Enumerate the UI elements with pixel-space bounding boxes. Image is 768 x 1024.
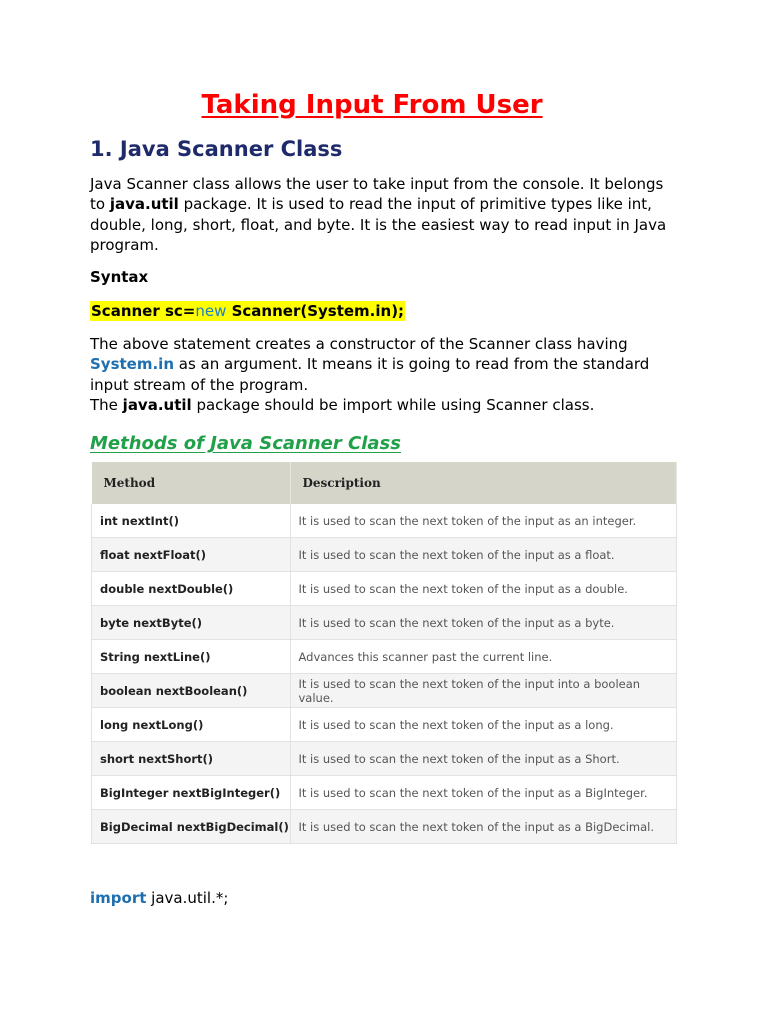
method-cell: boolean nextBoolean(): [92, 674, 291, 708]
explanation-paragraph: [90, 334, 670, 415]
column-header-description: Description: [290, 462, 677, 504]
import-statement: [90, 889, 228, 907]
description-cell: It is used to scan the next token of the input as a BigInteger.: [290, 776, 677, 810]
method-cell: long nextLong(): [92, 708, 291, 742]
description-cell: It is used to scan the next token of the input as a Short.: [290, 742, 677, 776]
syntax-code-before: Scanner sc=: [91, 302, 196, 320]
description-cell: Advances this scanner past the current line.: [290, 640, 677, 674]
table-row: [92, 640, 677, 674]
syntax-keyword-new: new: [195, 302, 227, 320]
syntax-code-after: Scanner(System.in);: [226, 302, 405, 320]
table-row: [92, 606, 677, 640]
method-cell: String nextLine(): [92, 640, 291, 674]
explanation-text-3: The: [90, 395, 123, 414]
intro-bold-package: java.util: [109, 195, 179, 214]
intro-paragraph: [90, 174, 670, 255]
description-cell: It is used to scan the next token of the input into a boolean value.: [290, 674, 677, 708]
method-cell: BigInteger nextBigInteger(): [92, 776, 291, 810]
intro-text-2: package. It is used to read the input of primitive types like int, double, long, short, float, and byte. It is the easiest way to read input in Java program.: [90, 195, 667, 254]
explanation-text-2: as an argument. It means it is going to read from the standard input stream of the program.: [90, 355, 650, 394]
method-cell: byte nextByte(): [92, 606, 291, 640]
import-package: java.util.*;: [146, 889, 229, 907]
intro-text-1: Java Scanner class allows the user to take input from the console. It belongs to: [90, 175, 664, 214]
description-cell: It is used to scan the next token of the input as an integer.: [290, 504, 677, 538]
table-row: [92, 504, 677, 538]
section-heading: 1. Java Scanner Class: [90, 137, 343, 161]
description-cell: It is used to scan the next token of the input as a double.: [290, 572, 677, 606]
method-cell: BigDecimal nextBigDecimal(): [92, 810, 291, 844]
table-row: [92, 742, 677, 776]
explanation-text-4: package should be import while using Scanner class.: [191, 395, 595, 414]
import-keyword: import: [90, 889, 147, 907]
description-cell: It is used to scan the next token of the input as a BigDecimal.: [290, 810, 677, 844]
method-cell: short nextShort(): [92, 742, 291, 776]
table-header-row: [92, 462, 677, 504]
table-row: [92, 572, 677, 606]
explanation-bold-package: java.util: [122, 395, 192, 414]
table-row: [92, 708, 677, 742]
methods-heading: Methods of Java Scanner Class: [90, 433, 401, 454]
method-cell: float nextFloat(): [92, 538, 291, 572]
syntax-code: [90, 301, 405, 321]
column-header-method: Method: [92, 462, 291, 504]
document-title: Taking Input From User: [201, 90, 543, 120]
table-row: [92, 538, 677, 572]
table-row: [92, 674, 677, 708]
description-cell: It is used to scan the next token of the input as a float.: [290, 538, 677, 572]
syntax-label: Syntax: [90, 268, 149, 286]
method-cell: double nextDouble(): [92, 572, 291, 606]
table-row: [92, 776, 677, 810]
explanation-text-1: The above statement creates a constructor of the Scanner class having: [90, 335, 628, 353]
description-cell: It is used to scan the next token of the input as a long.: [290, 708, 677, 742]
table-row: [92, 810, 677, 844]
system-in-link[interactable]: System.in: [90, 355, 175, 374]
methods-table: [91, 462, 677, 844]
method-cell: int nextInt(): [92, 504, 291, 538]
description-cell: It is used to scan the next token of the input as a byte.: [290, 606, 677, 640]
